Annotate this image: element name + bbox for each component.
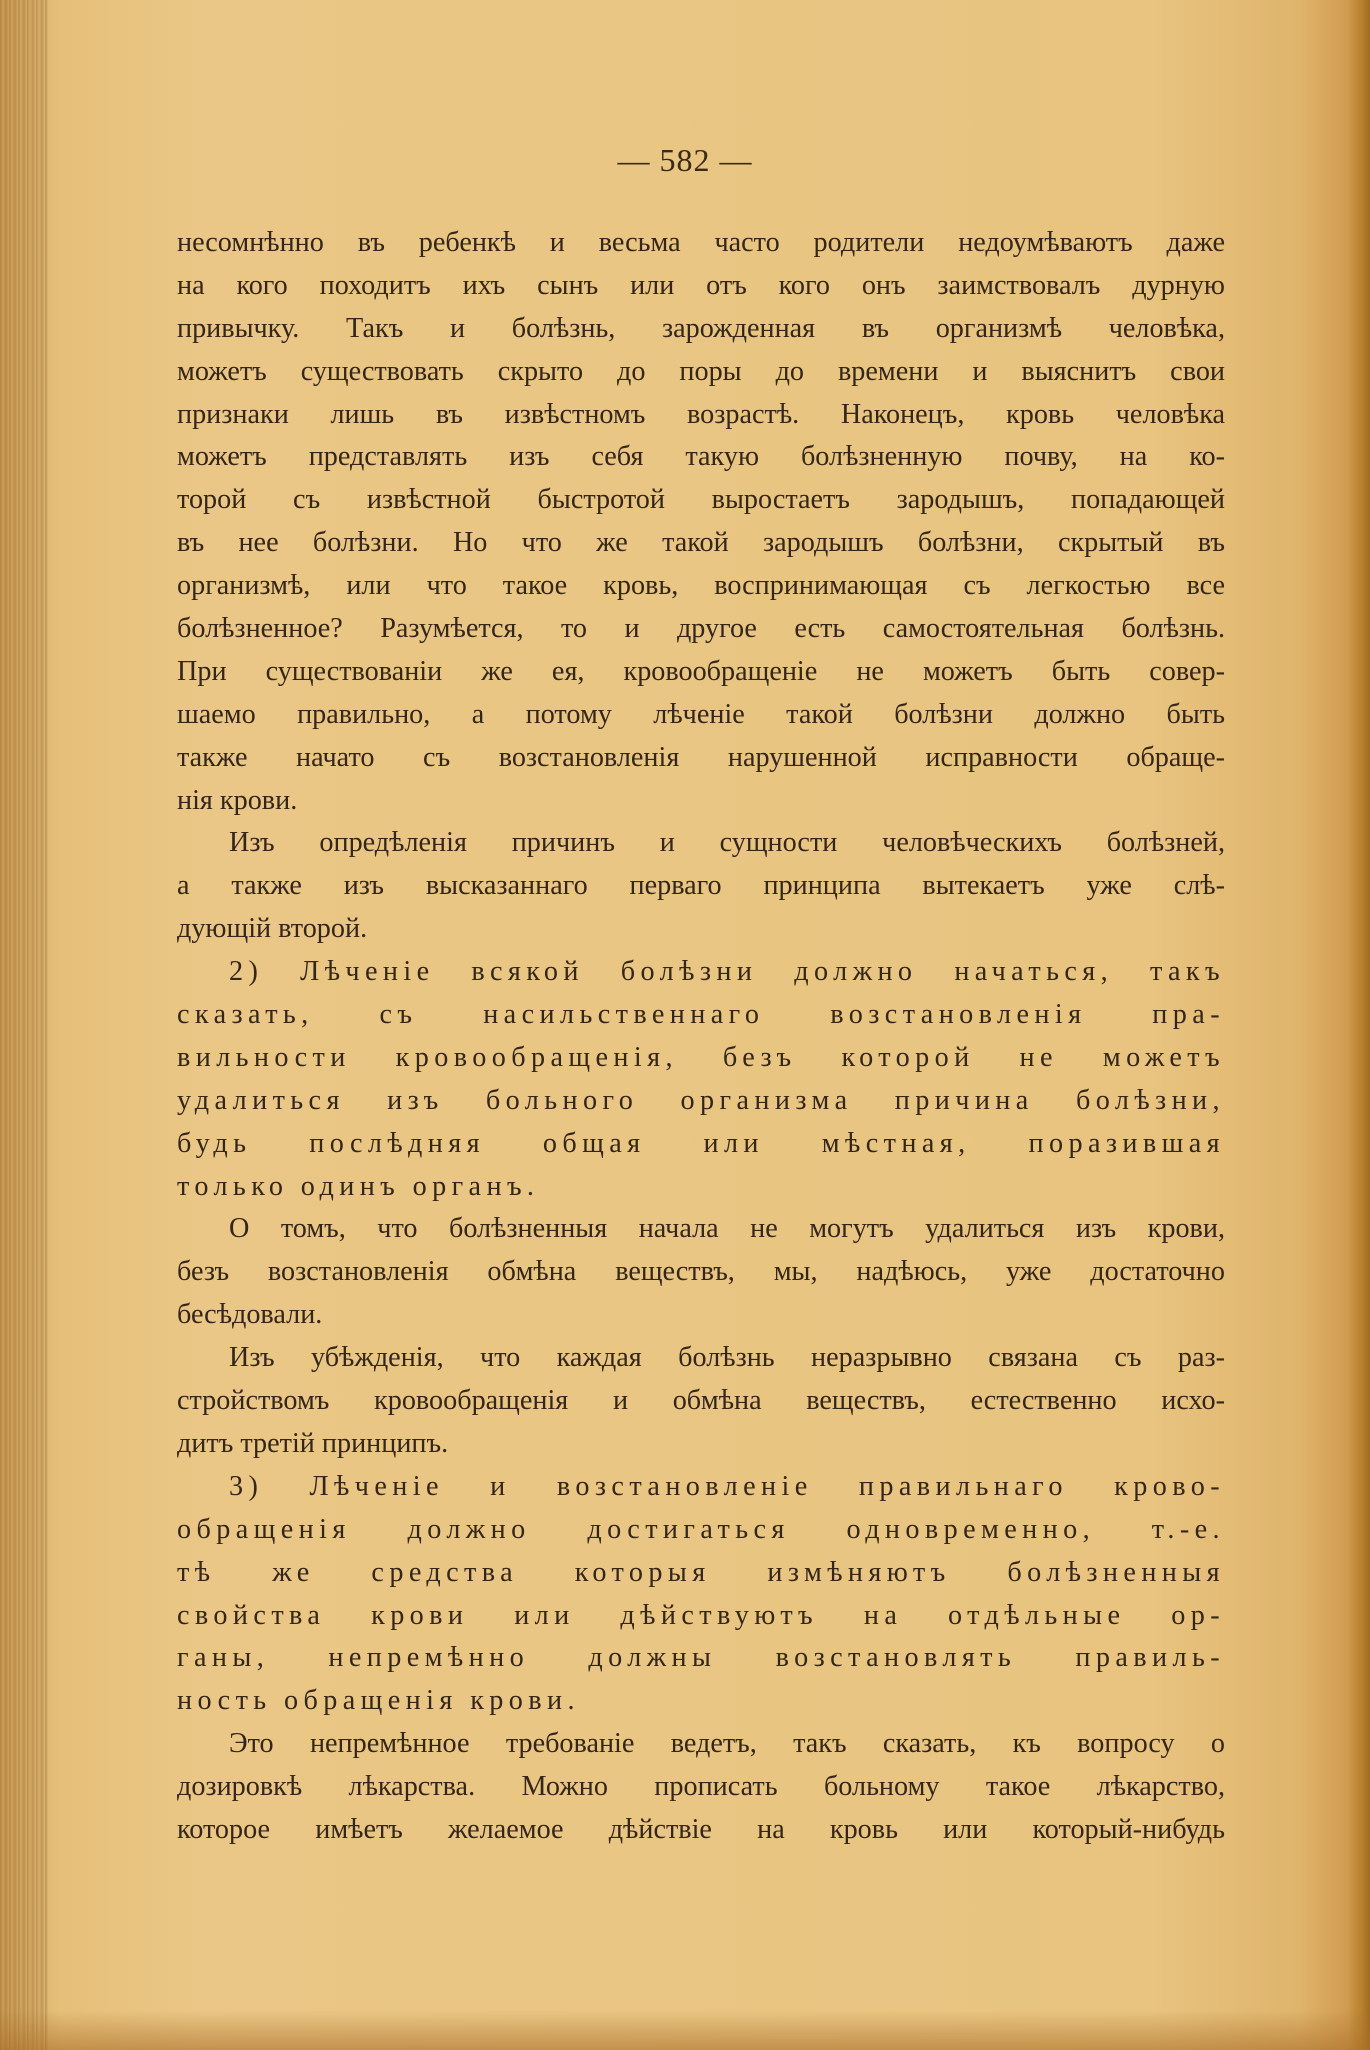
page-number: — 582 — [617,142,753,178]
text-line: Изъ опредѣленія причинъ и сущности человѣческихъ болѣзней, [229,827,1225,859]
text-line: которое имѣетъ желаемое дѣйствіе на кровь или который-нибудь [177,1813,1225,1845]
text-line: 3) Лѣченіе и возстановленіе правильнаго крово- [229,1470,1225,1502]
text-line: на кого походитъ ихъ сынъ или отъ кого онъ заимствовалъ дурную [177,269,1225,301]
text-line: При существованіи же ея, кровообращеніе не можетъ быть совер- [177,655,1225,687]
text-line: а также изъ высказаннаго перваго принципа вытекаетъ уже слѣ- [177,870,1225,902]
text-line: можетъ представлять изъ себя такую болѣзненную почву, на ко- [177,441,1225,473]
text-line: обращенія должно достигаться одновременно, т.-е. [177,1513,1225,1545]
page-edge-right [1348,0,1370,2050]
text-line: можетъ существовать скрыто до поры до времени и выяснитъ свои [177,355,1225,387]
text-line: шаемо правильно, а потому лѣченіе такой болѣзни должно быть [177,698,1225,730]
text-line: О томъ, что болѣзненныя начала не могутъ удалиться изъ крови, [229,1213,1225,1245]
body-text [177,222,1225,1852]
page-edge-bottom [0,2010,1370,2050]
text-line: ганы, непремѣнно должны возстановлять правиль- [177,1642,1225,1674]
text-line: также начато съ возстановленія нарушенной исправности обраще- [177,741,1225,773]
text-line: только одинъ органъ. [177,1170,540,1202]
text-line: ность обращенія крови. [177,1685,580,1717]
text-line: привычку. Такъ и болѣзнь, зарожденная въ организмѣ человѣка, [177,312,1225,344]
text-line: свойства крови или дѣйствуютъ на отдѣльные ор- [177,1599,1225,1631]
text-line: дозировкѣ лѣкарства. Можно прописать больному такое лѣкарство, [177,1771,1225,1803]
text-line: Изъ убѣжденія, что каждая болѣзнь неразрывно связана съ раз- [229,1342,1225,1374]
text-line: сказать, съ насильственнаго возстановленія пра- [177,999,1225,1031]
text-line: дующій второй. [177,913,368,945]
text-line: удалиться изъ больного организма причина болѣзни, [177,1084,1225,1116]
text-line: несомнѣнно въ ребенкѣ и весьма часто родители недоумѣваютъ даже [177,227,1225,258]
book-gutter-shadow [0,0,48,2050]
text-line: 2) Лѣченіе всякой болѣзни должно начаться, такъ [229,956,1225,988]
text-line: нія крови. [177,784,298,816]
text-line: тѣ же средства которыя измѣняютъ болѣзненныя [177,1556,1225,1588]
text-line: признаки лишь въ извѣстномъ возрастѣ. Наконецъ, кровь человѣка [177,398,1225,430]
text-line: стройствомъ кровообращенія и обмѣна веществъ, естественно исхо- [177,1385,1225,1417]
text-line: вильности кровообращенія, безъ которой не можетъ [177,1041,1225,1073]
text-line: болѣзненное? Разумѣется, то и другое есть самостоятельная болѣзнь. [177,613,1225,645]
text-line: Это непремѣнное требованіе ведетъ, такъ сказать, къ вопросу о [229,1728,1225,1760]
text-line: бесѣдовали. [177,1299,323,1331]
text-line: въ нее болѣзни. Но что же такой зародышъ болѣзни, скрытый въ [177,527,1225,559]
text-line: будь послѣдняя общая или мѣстная, поразившая [177,1127,1225,1159]
text-line: торой съ извѣстной быстротой выростаетъ зародышъ, попадающей [177,484,1225,516]
text-line: дитъ третій принципъ. [177,1427,449,1459]
text-line: безъ возстановленія обмѣна веществъ, мы, надѣюсь, уже достаточно [177,1256,1225,1288]
text-line: организмѣ, или что такое кровь, воспринимающая съ легкостью все [177,570,1225,602]
